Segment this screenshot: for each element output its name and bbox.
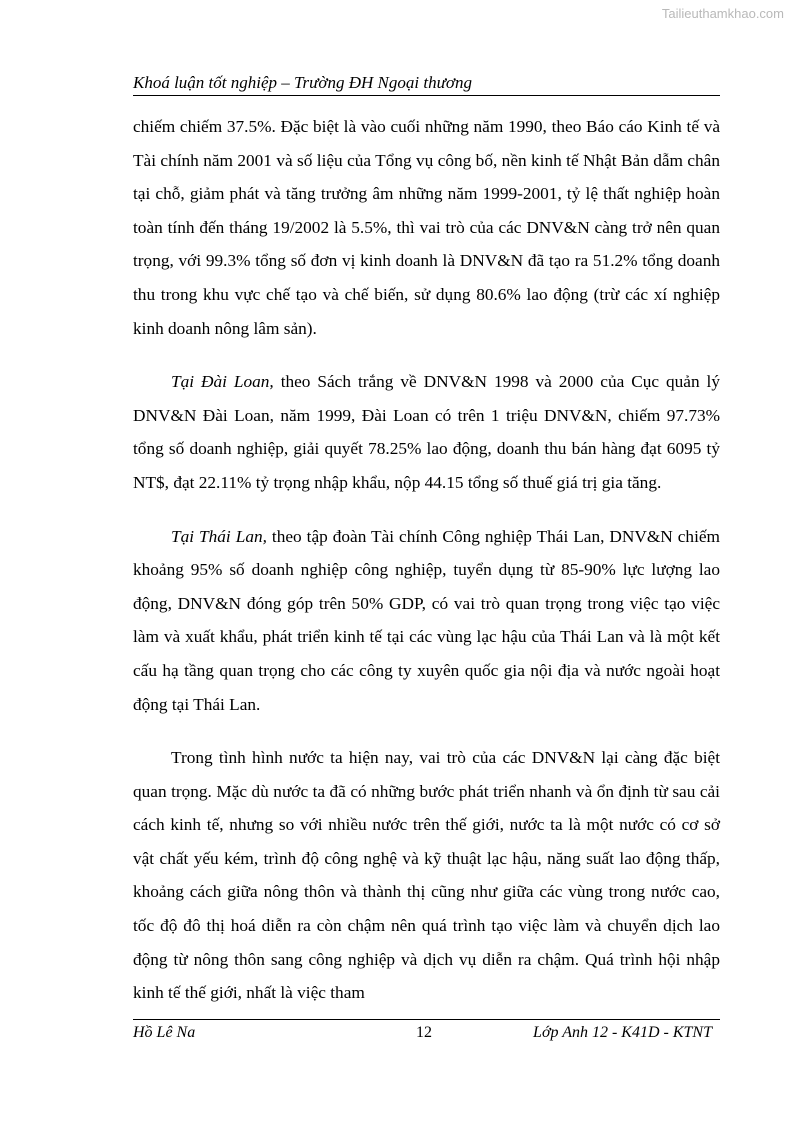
footer-author: Hồ Lê Na bbox=[133, 1024, 196, 1041]
paragraph-text: Trong tình hình nước ta hiện nay, vai trò của các DNV&N lại càng đặc biệt quan trọng. Mặc dù nước ta đã có những bước phát triển nhanh và ổn định từ sau cải cách kinh tế, nhưng so với nhiều nước trên thế giới, nước ta là một nước có cơ sở vật chất yếu kém, trình độ công nghệ và kỹ thuật lạc hậu, năng suất lao động thấp, khoảng cách giữa nông thôn và thành thị cũng như giữa các vùng trong nước cao, tốc độ đô thị hoá diễn ra còn chậm nên quá trình tạo việc làm và chuyển dịch lao động từ nông thôn sang công nghiệp và dịch vụ diễn ra chậm. Quá trình hội nhập kinh tế thế giới, nhất là việc tham bbox=[133, 748, 720, 1003]
paragraph-vietnam bbox=[133, 741, 720, 1010]
paragraph-thailand bbox=[133, 520, 720, 722]
paragraph-text: chiếm chiếm 37.5%. Đặc biệt là vào cuối những năm 1990, theo Báo cáo Kinh tế và Tài chính năm 2001 và số liệu của Tổng vụ công bố, nền kinh tế Nhật Bản dẫm chân tại chỗ, giảm phát và tăng trưởng âm những năm 1999-2001, tỷ lệ thất nghiệp hoàn toàn tính đến tháng 19/2002 là 5.5%, thì vai trò của các DNV&N càng trở nên quan trọng, với 99.3% tổng số đơn vị kinh doanh là DNV&N đã tạo ra 51.2% tổng doanh thu trong khu vực chế tạo và chế biến, sử dụng 80.6% lao động (trừ các xí nghiệp kinh doanh nông lâm sản). bbox=[133, 117, 720, 338]
paragraph-lead: Tại Thái Lan, bbox=[171, 526, 267, 546]
paragraph-text: theo Sách trắng về DNV&N 1998 và 2000 của Cục quản lý DNV&N Đài Loan, năm 1999, Đài Loan có trên 1 triệu DNV&N, chiếm 97.73% tổng số doanh nghiệp, giải quyết 78.25% lao động, doanh thu bán hàng đạt 6095 tỷ NT$, đạt 22.11% tỷ trọng nhập khẩu, nộp 44.15 tổng số thuế giá trị gia tăng. bbox=[133, 372, 720, 492]
paragraph-japan bbox=[133, 110, 720, 345]
page-footer bbox=[133, 1019, 720, 1045]
page-header: Khoá luận tốt nghiệp – Trường ĐH Ngoại thương bbox=[133, 72, 720, 96]
page-number: 12 bbox=[416, 1024, 432, 1041]
paragraph-lead: Tại Đài Loan, bbox=[171, 372, 274, 392]
paragraph-text: theo tập đoàn Tài chính Công nghiệp Thái Lan, DNV&N chiếm khoảng 95% số doanh nghiệp công nghiệp, tuyển dụng từ 85-90% lực lượng lao động, DNV&N đóng góp trên 50% GDP, có vai trò quan trọng trong việc tạo việc làm và xuất khẩu, phát triển kinh tế tại các vùng lạc hậu của Thái Lan và là một kết cấu hạ tầng quan trọng cho các công ty xuyên quốc gia nội địa và nước ngoài hoạt động tại Thái Lan. bbox=[133, 526, 720, 714]
paragraph-taiwan bbox=[133, 365, 720, 499]
document-body bbox=[133, 110, 720, 1030]
watermark-text: Tailieuthamkhao.com bbox=[661, 6, 784, 21]
footer-class-info: Lớp Anh 12 - K41D - KTNT bbox=[533, 1024, 712, 1041]
